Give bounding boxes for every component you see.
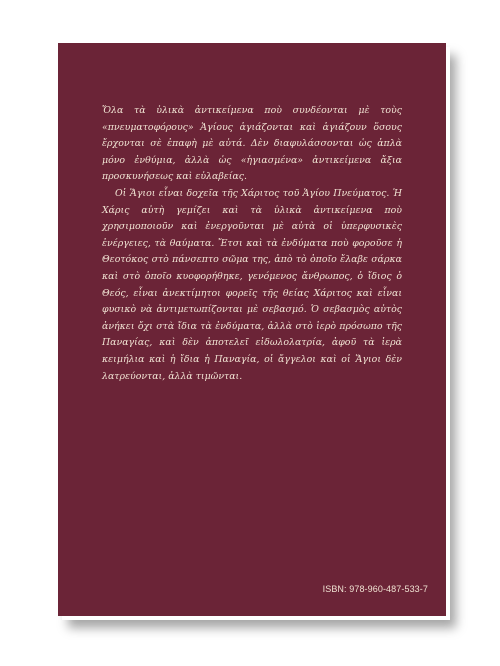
isbn-label: ISBN: 978-960-487-533-7 xyxy=(322,584,428,594)
book-back-cover xyxy=(58,43,446,616)
paragraph-1: Ὅλα τὰ ὑλικὰ ἀντικείμενα ποὺ συνδέονται μὲ τοὺς «πνευματοφόρους» Ἁγίους ἁγιάζονται καὶ ἁγιάζουν ὅσους ἔρχονται σὲ ἐπαφὴ μὲ αὐτά. Δὲν διαφυλάσσονται ὡς ἁπλὰ μόνο ἐνθύμια, ἀλλὰ ὡς «ἡγιασμένα» ἀντικείμενα ἄξια προσκυνήσεως καὶ εὐλαβείας. xyxy=(102,105,402,183)
back-cover-text xyxy=(102,103,402,385)
paragraph-2: Οἱ Ἅγιοι εἶναι δοχεῖα τῆς Χάριτος τοῦ Ἁγίου Πνεύματος. Ἡ Χάρις αὐτὴ γεμίζει καὶ τὰ ὑλικὰ ἀντικείμενα ποὺ χρησιμοποιοῦν καὶ ἐνεργοῦνται μὲ αὐτὰ οἱ ὑπερφυσικὲς ἐνέργειες, τὰ θαύματα. Ἔτσι καὶ τὰ ἐνδύματα ποὺ φοροῦσε ἡ Θεοτόκος στὸ πάνσεπτο σῶμα της, ἀπὸ τὸ ὁποῖο ἔλαβε σάρκα καὶ στὸ ὁποῖο κυοφορήθηκε, γενόμενος ἄνθρωπος, ὁ ἴδιος ὁ Θεός, εἶναι ἀνεκτίμητοι φορεῖς τῆς θείας Χάριτος καὶ εἶναι φυσικὸ νὰ ἀντιμετωπίζονται μὲ σεβασμό. Ὁ σεβασμὸς αὐτὸς ἀνήκει ὄχι στὰ ἴδια τὰ ἐνδύματα, ἀλλὰ στὸ ἱερὸ πρόσωπο τῆς Παναγίας, καὶ δὲν ἀποτελεῖ εἰδωλολατρία, ἀφοῦ τὰ ἱερὰ κειμήλια καὶ ἡ ἴδια ἡ Παναγία, οἱ ἄγγελοι καὶ οἱ Ἅγιοι δὲν λατρεύονται, ἀλλὰ τιμῶνται. xyxy=(102,187,402,382)
